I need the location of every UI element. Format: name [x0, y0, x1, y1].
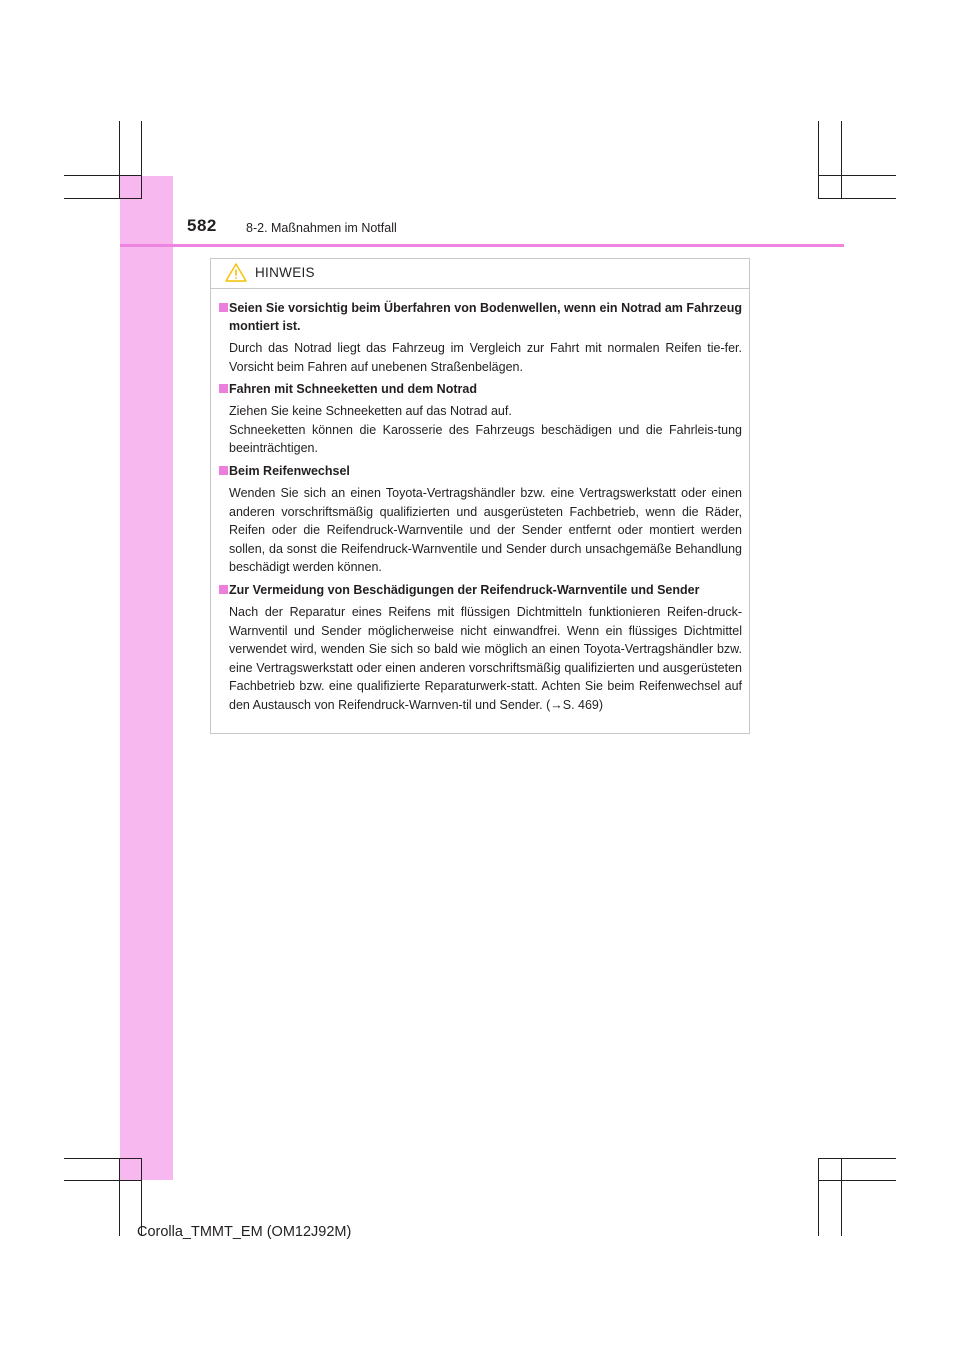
- square-bullet-icon: [219, 466, 228, 475]
- notice-item: [219, 380, 742, 458]
- pink-side-band: [120, 176, 173, 1180]
- notice-item-title: Zur Vermeidung von Beschädigungen der Reifendruck-Warnventile und Sender: [229, 582, 700, 597]
- notice-item-title: Beim Reifenwechsel: [229, 463, 350, 478]
- notice-item-paragraph: Wenden Sie sich an einen Toyota-Vertragshändler bzw. eine Vertragswerkstatt oder einen anderen vorschriftsmäßig qualifizierten und ausgerüsteten Fachbetrieb, wenn die Räder, Reifen oder die Reifendruck-Warnventile und der Sender entfernt oder montiert werden sollen, da sonst die Reifendruck-Warnventile und Sender durch unsachgemäße Behandlung beschädigt werden können.: [229, 485, 742, 575]
- notice-item-paragraph: Schneeketten können die Karosserie des Fahrzeugs beschädigen und die Fahrleis-tung beeinträchtigen.: [229, 422, 742, 456]
- square-bullet-icon: [219, 384, 228, 393]
- warning-triangle-icon: [225, 263, 247, 282]
- notice-box: [210, 258, 750, 734]
- notice-item-text: [229, 339, 742, 376]
- notice-item-paragraph: Nach der Reparatur eines Reifens mit flüssigen Dichtmitteln funktionieren Reifen-druck-Warnventil und Sender möglicherweise nicht einwandfrei. Wenn ein flüssiges Dichtmittel verwendet wird, wenden Sie sich so bald wie möglich an einen Toyota-Vertragshändler bzw. eine Vertragswerkstatt oder einen anderen vorschriftsmäßig qualifizierten und ausgerüsteten Fachbetrieb bzw. eine qualifizierte Reparaturwerk-statt. Achten Sie beim Reifenwechsel auf den Austausch von Reifendruck-Warnven-til und Sender. (→S. 469): [229, 604, 742, 712]
- notice-item-title: Seien Sie vorsichtig beim Überfahren von Bodenwellen, wenn ein Notrad am Fahrzeug montiert ist.: [229, 301, 742, 333]
- section-title: 8-2. Maßnahmen im Notfall: [246, 221, 397, 235]
- notice-item: [219, 299, 742, 376]
- notice-item-title: Fahren mit Schneeketten und dem Notrad: [229, 382, 477, 397]
- square-bullet-icon: [219, 585, 228, 594]
- notice-header: [211, 259, 749, 289]
- notice-body: [211, 299, 749, 719]
- square-bullet-icon: [219, 303, 228, 312]
- header-rule: [120, 244, 844, 247]
- notice-item: [219, 462, 742, 577]
- notice-label: HINWEIS: [255, 265, 315, 280]
- notice-item-paragraph: Ziehen Sie keine Schneeketten auf das Notrad auf.: [229, 404, 512, 419]
- footer-document-code: Corolla_TMMT_EM (OM12J92M): [137, 1224, 352, 1240]
- notice-item-paragraph: Durch das Notrad liegt das Fahrzeug im Vergleich zur Fahrt mit normalen Reifen tie-fer. Vorsicht beim Fahren auf unebenen Straßenbelägen.: [229, 341, 742, 374]
- notice-item: [219, 581, 742, 715]
- notice-item-text: [229, 603, 742, 715]
- page-number: 582: [187, 216, 217, 235]
- notice-item-text: [229, 402, 742, 458]
- notice-item-text: [229, 484, 742, 577]
